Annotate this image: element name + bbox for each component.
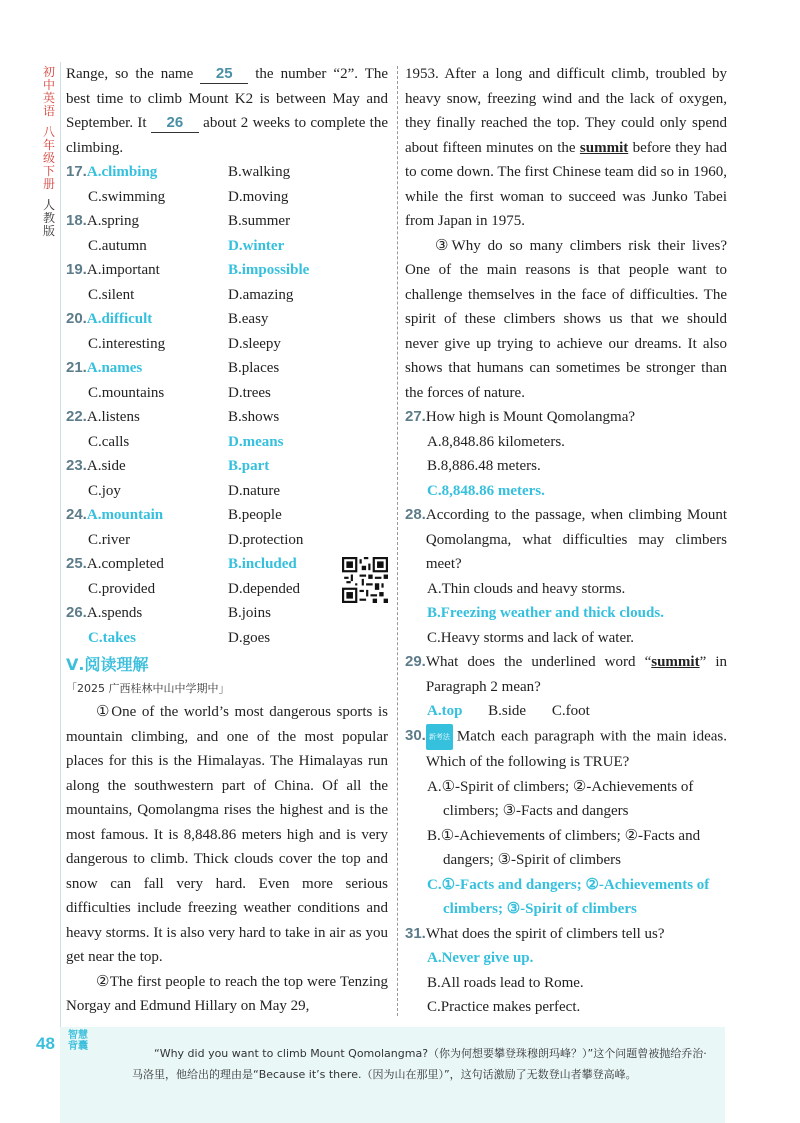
q30-option-a: A.①-Spirit of climbers; ②-Achievements of climbers; ③-Facts and dangers <box>427 778 694 819</box>
option-c: C.mountains <box>88 384 165 401</box>
question-number: 24. <box>66 506 87 523</box>
question-number: 18. <box>66 212 87 229</box>
option-cell <box>66 552 228 577</box>
footer-text: “Why did you want to climb Mount Qomolangma?（你为何想要攀登珠穆朗玛峰？）”这个问题曾被抛给乔治·马洛里，他给出的理由是“Because it’s there.（因为山在那里）”，这句话激励了无数登山者攀登高峰。 <box>132 1047 707 1081</box>
q27-option-b: B.8,886.48 meters. <box>427 458 541 474</box>
option-row <box>66 454 388 479</box>
option-d: D.depended <box>228 580 301 597</box>
option-a: A.spends <box>86 605 143 621</box>
right-column <box>405 62 727 1020</box>
question-number: 19. <box>66 261 87 278</box>
text-segment: the number “2”. The best time to climb Mount K2 is between May and September. It <box>66 66 389 131</box>
question-text: What does the spirit of climbers tell us? <box>425 925 665 942</box>
cloze-options <box>66 160 388 650</box>
question-number: 17. <box>66 163 87 180</box>
option-a: A.listens <box>86 409 140 425</box>
option-b: B.impossible <box>228 262 310 278</box>
text-segment: 1953. After a long and difficult climb, troubled by heavy snow, freezing wind and the lack of oxygen, they finally reached the top. They could only spend about fifteen minutes on the <box>405 66 727 156</box>
q28-option-c: C.Heavy storms and lack of water. <box>427 629 635 646</box>
option-c: C.joy <box>88 482 121 499</box>
option-b: B.summer <box>228 213 291 229</box>
qr-code-icon[interactable] <box>342 557 388 603</box>
option-b: B.easy <box>228 311 269 327</box>
q27-option-c-answer: C.8,848.86 meters. <box>427 482 545 499</box>
option-row <box>66 528 388 553</box>
option-a: A.important <box>86 262 160 278</box>
option-c: C.swimming <box>88 188 166 205</box>
option-row <box>66 356 388 381</box>
option-row <box>66 405 388 430</box>
underlined-word-summit: summit <box>651 654 700 670</box>
option-b: B.included <box>228 556 297 572</box>
option-cell <box>66 258 228 283</box>
side-label-subject: 初中英语 <box>42 65 55 118</box>
option-row <box>66 381 388 406</box>
option-c: C.calls <box>88 433 130 450</box>
option-c: C.silent <box>88 286 135 303</box>
option-d: D.winter <box>228 237 285 254</box>
q31-option-a-answer: A.Never give up. <box>427 950 534 966</box>
question-number: 28. <box>405 506 426 523</box>
question-number: 30. <box>405 726 426 744</box>
option-d: D.sleepy <box>228 335 281 352</box>
q31-option-b: B.All roads lead to Rome. <box>427 974 584 991</box>
footer-logo: 智慧背囊 <box>68 1030 88 1052</box>
source-label: 「2025 广西桂林中山中学期中」 <box>66 682 230 695</box>
question-number: 29. <box>405 653 426 670</box>
option-cell <box>66 454 228 479</box>
option-b: B.part <box>228 458 270 474</box>
option-c: C.takes <box>88 629 136 646</box>
margin-rule <box>60 62 61 1122</box>
paragraph-1: ①One of the world’s most dangerous sports is mountain climbing, and one of the most popular places for this is the Himalayas. The Himalayas run along the southwestern part of China. Of all the mountains, Qomolangma rises the highest and is the most famous. It is 8,848.86 meters high and is very dangerous to climb. Thick clouds cover the top and snow can fall very hard. Even more serious difficulties include freezing weather conditions and heavy storms. It is also very hard to take in air as you get near the top. <box>66 704 388 965</box>
q31-option-c: C.Practice makes perfect. <box>427 999 581 1015</box>
question-number: 26. <box>66 604 87 621</box>
question-number: 22. <box>66 408 87 425</box>
question-29 <box>405 650 727 699</box>
question-number: 31. <box>405 924 426 942</box>
q27-option-a: A.8,848.86 kilometers. <box>427 433 565 450</box>
question-27 <box>405 405 727 430</box>
paragraph-2-start: ②The first people to reach the top were Tenzing Norgay and Edmund Hillary on May 29, <box>66 973 388 1014</box>
paragraph-3: ③Why do so many climbers risk their lives? One of the main reasons is that people want to challenge themselves in the face of difficulties. The spirit of these climbers shows us that we should never give up trying to achieve our dreams. It also shows that humans can sometimes be stronger than the forces of nature. <box>405 237 727 401</box>
option-d: D.protection <box>228 531 304 548</box>
q30-option-b: B.①-Achievements of climbers; ②-Facts and dangers; ③-Spirit of climbers <box>427 827 701 868</box>
option-b: B.walking <box>228 164 291 180</box>
question-number: 23. <box>66 457 87 474</box>
question-number: 21. <box>66 359 87 376</box>
option-a: A.spring <box>86 213 139 229</box>
option-a: A.difficult <box>86 311 153 327</box>
side-label-grade: 八年级 下册 <box>42 125 55 191</box>
option-cell <box>66 209 228 234</box>
column-divider <box>397 66 398 1016</box>
option-cell <box>66 307 228 332</box>
question-text <box>426 724 727 775</box>
option-cell <box>66 601 228 626</box>
blank-25: 25 <box>200 65 248 84</box>
underlined-word-summit: summit <box>579 139 629 156</box>
option-cell <box>66 405 228 430</box>
option-c: C.interesting <box>88 335 166 352</box>
footer-tip-box <box>60 1027 725 1123</box>
option-d: D.moving <box>228 188 289 205</box>
option-row <box>66 209 388 234</box>
option-d: D.goes <box>228 629 271 646</box>
option-a: A.mountain <box>86 507 164 523</box>
option-d: D.nature <box>228 482 281 499</box>
section-heading: Ⅴ.阅读理解 <box>66 655 149 674</box>
text-segment: Range, so the name <box>66 66 194 82</box>
option-cell <box>66 503 228 528</box>
cloze-passage-end <box>66 62 388 160</box>
text-segment: before they had to come down. The first Chinese team did so in 1960, while the first woman to succeed was Junko Tabei from Japan in 1975. <box>405 139 728 229</box>
option-row <box>66 234 388 259</box>
question-text: According to the passage, when climbing Mount Qomolangma, what difficulties may climbers meet? <box>425 507 727 572</box>
option-row <box>66 430 388 455</box>
left-column <box>66 62 388 1019</box>
option-cell <box>66 160 228 185</box>
option-a: A.completed <box>86 556 164 572</box>
question-31 <box>405 922 727 947</box>
option-a: A.climbing <box>86 164 158 180</box>
question-number: 25. <box>66 555 87 572</box>
option-row <box>66 185 388 210</box>
text-segment: about 2 weeks to complete the climbing. <box>66 115 389 156</box>
q29-options <box>405 699 727 724</box>
option-b: B.places <box>228 360 280 376</box>
q29-option-a-answer: A.top <box>427 703 463 719</box>
blank-26: 26 <box>151 114 199 133</box>
q29-option-b: B.side <box>488 703 527 719</box>
side-label <box>40 66 58 238</box>
option-row <box>66 626 388 651</box>
text-segment: ” in Paragraph 2 mean? <box>425 654 728 695</box>
option-row <box>66 283 388 308</box>
new-method-tag: 新考法 <box>426 724 453 751</box>
question-text: How high is Mount Qomolangma? <box>425 409 636 425</box>
option-c: C.provided <box>88 580 156 597</box>
option-c: C.autumn <box>88 237 147 254</box>
option-row <box>66 601 388 626</box>
option-row <box>66 307 388 332</box>
option-b: B.joins <box>228 605 271 621</box>
option-row <box>66 503 388 528</box>
page-number: 48 <box>36 1034 55 1053</box>
option-row <box>66 479 388 504</box>
option-row <box>66 258 388 283</box>
option-c: C.river <box>88 531 131 548</box>
question-text <box>426 650 727 699</box>
question-number: 27. <box>405 408 426 425</box>
option-d: D.amazing <box>228 286 294 303</box>
question-28 <box>405 503 727 577</box>
option-a: A.names <box>86 360 143 376</box>
option-d: D.trees <box>228 384 271 401</box>
option-row <box>66 160 388 185</box>
q29-option-c: C.foot <box>551 703 590 719</box>
q30-option-c-answer: C.①-Facts and dangers; ②-Achievements of climbers; ③-Spirit of climbers <box>427 876 710 917</box>
option-b: B.shows <box>228 409 280 425</box>
side-label-edition: 人教版 <box>42 198 55 238</box>
question-30 <box>405 724 727 775</box>
q28-option-b-answer: B.Freezing weather and thick clouds. <box>427 605 664 621</box>
option-a: A.side <box>86 458 126 474</box>
option-d: D.means <box>228 433 284 450</box>
option-b: B.people <box>228 507 282 523</box>
text-segment: Match each paragraph with the main ideas. Which of the following is TRUE? <box>425 728 727 770</box>
q28-option-a: A.Thin clouds and heavy storms. <box>427 580 626 597</box>
option-row <box>66 577 388 602</box>
option-cell <box>66 356 228 381</box>
option-row <box>66 332 388 357</box>
paragraph-2-continued <box>405 62 727 234</box>
text-segment: What does the underlined word “ <box>425 654 652 670</box>
question-number: 20. <box>66 310 87 327</box>
option-row <box>66 552 388 577</box>
